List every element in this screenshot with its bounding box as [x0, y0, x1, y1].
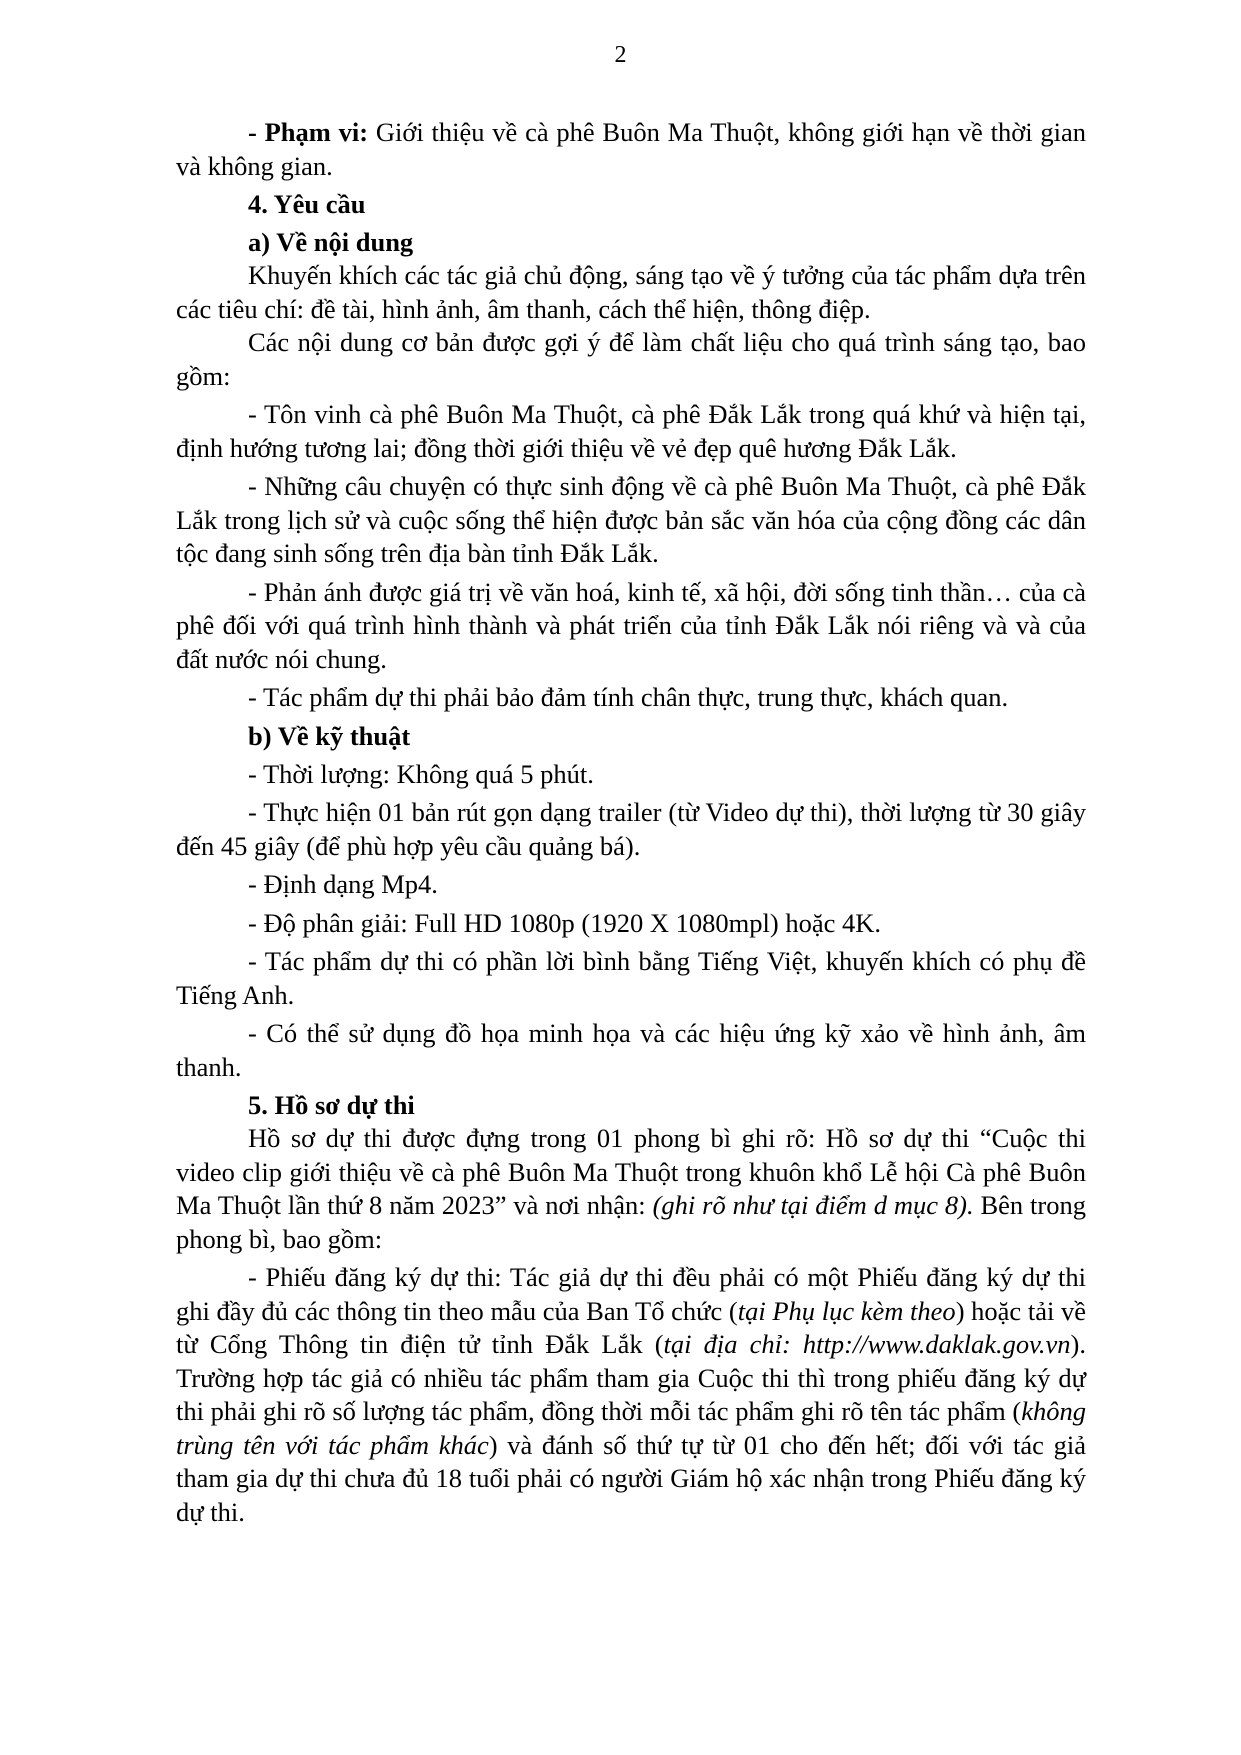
- section-heading-submission: 5. Hồ sơ dự thi: [248, 1090, 415, 1120]
- bullet-paragraph: - Phản ánh được giá trị về văn hoá, kinh tế, xã hội, đời sống tinh thần… của cà phê đối với quá trình hình thành và phát triển của tỉnh Đắk Lắk nói riêng và và của đất nước nói chung.: [176, 576, 1086, 674]
- scope-label: - Phạm vi:: [248, 117, 369, 147]
- envelope-paragraph: Hồ sơ dự thi được đựng trong 01 phong bì ghi rõ: Hồ sơ dự thi “Cuộc thi video clip giới thiệu về cà phê Buôn Ma Thuột trong khuôn khổ Lễ hội Cà phê Buôn Ma Thuột lần thứ 8 năm 2023” và nơi nhận: (ghi rõ như tại điểm d mục 8). Bên trong phong bì, bao gồm:: [176, 1123, 1086, 1254]
- bullet-paragraph: - Tác phẩm dự thi phải bảo đảm tính chân thực, trung thực, khách quan.: [248, 682, 1009, 712]
- section-heading-requirements: 4. Yêu cầu: [248, 189, 366, 219]
- registration-paragraph: - Phiếu đăng ký dự thi: Tác giả dự thi đều phải có một Phiếu đăng ký dự thi ghi đầy đủ các thông tin theo mẫu của Ban Tổ chức (tại Phụ lục kèm theo) hoặc tải về từ Cổng Thông tin điện tử tỉnh Đắk Lắk (tại địa chỉ: http://www.daklak.gov.vn). Trường hợp tác giả có nhiều tác phẩm tham gia Cuộc thi thì trong phiếu đăng ký dự thi phải ghi rõ số lượng tác phẩm, đồng thời mỗi tác phẩm ghi rõ tên tác phẩm (không trùng tên với tác phẩm khác) và đánh số thứ tự từ 01 cho đến hết; đối với tác giả tham gia dự thi chưa đủ 18 tuổi phải có người Giám hộ xác nhận trong Phiếu đăng ký dự thi.: [176, 1262, 1086, 1527]
- paragraph: Khuyến khích các tác giả chủ động, sáng tạo về ý tưởng của tác phẩm dựa trên các tiêu chí: đề tài, hình ảnh, âm thanh, cách thể hiện, thông điệp.: [176, 260, 1086, 324]
- bullet-paragraph: - Độ phân giải: Full HD 1080p (1920 X 1080mpl) hoặc 4K.: [248, 907, 881, 938]
- bullet-paragraph: - Tác phẩm dự thi có phần lời bình bằng Tiếng Việt, khuyến khích có phụ đề Tiếng Anh.: [176, 946, 1086, 1010]
- subheading-content: a) Về nội dung: [248, 227, 414, 257]
- bullet-paragraph: - Có thể sử dụng đồ họa minh họa và các hiệu ứng kỹ xảo về hình ảnh, âm thanh.: [176, 1018, 1086, 1082]
- bullet-paragraph: - Tôn vinh cà phê Buôn Ma Thuột, cà phê Đắk Lắk trong quá khứ và hiện tại, định hướng tương lai; đồng thời giới thiệu về vẻ đẹp quê hương Đắk Lắk.: [176, 399, 1086, 463]
- subheading-technical: b) Về kỹ thuật: [248, 720, 411, 751]
- bullet-paragraph: - Thời lượng: Không quá 5 phút.: [248, 758, 594, 789]
- page-number: 2: [614, 42, 627, 68]
- portal-url-link[interactable]: tại địa chỉ: http://www.daklak.gov.vn: [663, 1329, 1071, 1359]
- scope-paragraph: - Phạm vi: Giới thiệu về cà phê Buôn Ma Thuột, không giới hạn về thời gian và không gian.: [176, 117, 1086, 181]
- bullet-paragraph: - Định dạng Mp4.: [248, 869, 438, 899]
- bullet-paragraph: - Thực hiện 01 bản rút gọn dạng trailer (từ Video dự thi), thời lượng từ 30 giây đến 45 giây (để phù hợp yêu cầu quảng bá).: [176, 797, 1086, 861]
- paragraph: Các nội dung cơ bản được gợi ý để làm chất liệu cho quá trình sáng tạo, bao gồm:: [176, 327, 1086, 391]
- document-body: [176, 116, 1086, 1529]
- bullet-paragraph: - Những câu chuyện có thực sinh động về cà phê Buôn Ma Thuột, cà phê Đắk Lắk trong lịch sử và cuộc sống thể hiện được bản sắc văn hóa của cộng đồng các dân tộc đang sinh sống trên địa bàn tỉnh Đắk Lắk.: [176, 471, 1086, 568]
